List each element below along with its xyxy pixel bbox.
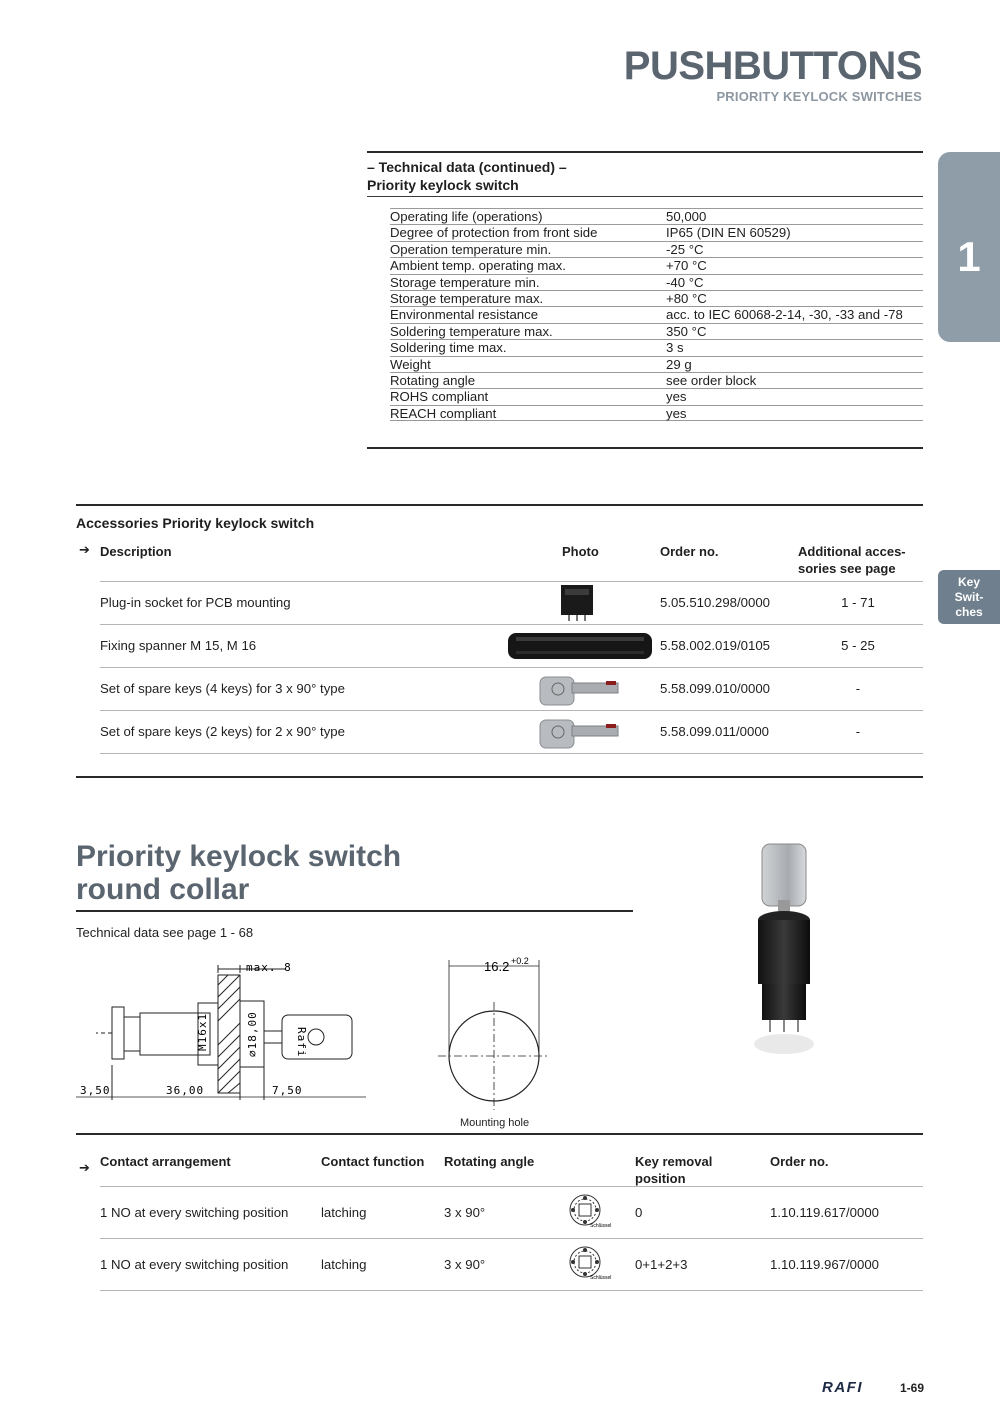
- accessory-page: 5 - 25: [841, 638, 875, 653]
- rule: [367, 196, 923, 197]
- table-row: [390, 274, 923, 290]
- spec-value: yes: [666, 405, 687, 421]
- table-row: [390, 323, 923, 339]
- spec-key: Rotating angle: [390, 372, 476, 388]
- col-header-description: Description: [100, 544, 172, 559]
- row-divider: [100, 1238, 923, 1239]
- header-line: position: [635, 1171, 686, 1186]
- switching-position-diagram: [565, 1242, 613, 1286]
- row-divider: [100, 753, 923, 754]
- col-header-order-no: Order no.: [660, 544, 719, 559]
- rule: [76, 1133, 923, 1135]
- hole-tolerance: +0.2: [511, 956, 529, 966]
- accessory-page: 1 - 71: [841, 595, 875, 610]
- spec-value: 50,000: [666, 209, 707, 224]
- accessory-page: -: [855, 724, 861, 739]
- col-header-contact-function: Contact function: [321, 1154, 425, 1169]
- table-row: [390, 372, 923, 388]
- col-header-key-removal: [635, 1153, 712, 1187]
- rule: [76, 776, 923, 778]
- rotating-angle: 3 x 90°: [444, 1205, 486, 1220]
- page-subtitle: PRIORITY KEYLOCK SWITCHES: [716, 89, 922, 104]
- contact-arrangement: 1 NO at every switching position: [100, 1205, 289, 1220]
- order-number: 1.10.119.967/0000: [770, 1257, 880, 1272]
- section-title-line: Priority keylock switch: [76, 840, 402, 873]
- accessory-order-no: 5.05.510.298/0000: [660, 595, 771, 610]
- accessories-title: Accessories Priority keylock switch: [76, 515, 315, 531]
- fixing-spanner-image: [504, 627, 656, 665]
- accessory-order-no: 5.58.099.010/0000: [660, 681, 771, 696]
- dim-left: 3,50: [80, 1084, 111, 1097]
- header-line: sories see page: [798, 561, 896, 576]
- key-removal-position: 0+1+2+3: [635, 1257, 688, 1272]
- spec-key: Soldering temperature max.: [390, 323, 553, 339]
- contact-function: latching: [321, 1205, 367, 1220]
- keylock-switch-photo: [740, 838, 840, 1058]
- table-row: [390, 356, 923, 372]
- dim-diameter: ⌀18,00: [246, 1011, 259, 1057]
- rule: [367, 151, 923, 153]
- table-row: [390, 257, 923, 273]
- spec-value: acc. to IEC 60068-2-14, -30, -33 and -78: [666, 307, 903, 323]
- table-row: [390, 388, 923, 404]
- section-tab-line: ches: [955, 605, 983, 619]
- plug-in-socket-image: [557, 582, 599, 622]
- accessory-page: -: [855, 681, 861, 696]
- accessory-description: Plug-in socket for PCB mounting: [100, 595, 291, 610]
- section-title-line: round collar: [76, 873, 250, 906]
- arrow-icon: ➔: [79, 1160, 90, 1175]
- section-tab-line: Swit-: [954, 590, 984, 604]
- accessory-description: Set of spare keys (2 keys) for 2 x 90° type: [100, 724, 345, 739]
- table-row: [390, 224, 923, 240]
- table-row: [390, 405, 923, 421]
- switching-position-diagram: [565, 1190, 613, 1234]
- table-row: [390, 339, 923, 355]
- col-header-photo: Photo: [562, 544, 599, 559]
- rule: [76, 504, 923, 506]
- spec-key: Degree of protection from front side: [390, 225, 598, 241]
- rafi-logo: RAFI: [822, 1379, 863, 1396]
- rotating-angle: 3 x 90°: [444, 1257, 486, 1272]
- row-divider: [100, 581, 923, 582]
- spec-value: 29 g: [666, 356, 692, 372]
- table-row: [390, 306, 923, 322]
- col-header-rotating-angle: Rotating angle: [444, 1154, 535, 1169]
- col-header-order-no: Order no.: [770, 1154, 829, 1169]
- spec-key: Storage temperature min.: [390, 274, 540, 290]
- diagram-text: Schlüssel: [590, 1275, 612, 1281]
- spare-keys-image: [536, 669, 622, 709]
- spec-value: 350 °C: [666, 323, 707, 339]
- contact-function: latching: [321, 1257, 367, 1272]
- spec-value: yes: [666, 389, 687, 405]
- table-row: [390, 290, 923, 306]
- row-divider: [100, 1186, 923, 1187]
- spec-value: IP65 (DIN EN 60529): [666, 225, 791, 241]
- contact-arrangement: 1 NO at every switching position: [100, 1257, 289, 1272]
- heading-line: Priority keylock switch: [367, 177, 519, 193]
- technical-data-heading: [367, 158, 567, 194]
- accessory-description: Fixing spanner M 15, M 16: [100, 638, 257, 653]
- section-tab-line: Key: [957, 575, 980, 589]
- spec-key: Operating life (operations): [390, 209, 543, 224]
- spec-key: Soldering time max.: [390, 340, 507, 356]
- row-divider: [100, 667, 923, 668]
- col-header-additional: [798, 543, 906, 577]
- mounting-hole-drawing: [432, 952, 552, 1116]
- spec-value: +80 °C: [666, 290, 707, 306]
- heading-line: – Technical data (continued) –: [367, 159, 567, 175]
- row-divider: [100, 710, 923, 711]
- spec-key: Storage temperature max.: [390, 290, 544, 306]
- arrow-icon: ➔: [79, 542, 90, 557]
- dim-right: 7,50: [272, 1084, 303, 1097]
- chapter-tab[interactable]: [938, 152, 1000, 342]
- diagram-text: Schlüssel: [590, 1223, 612, 1229]
- row-divider: [100, 1290, 923, 1291]
- spec-value: see order block: [666, 372, 757, 388]
- spec-key: Operation temperature min.: [390, 241, 552, 257]
- spec-key: ROHS compliant: [390, 389, 489, 405]
- accessory-description: Set of spare keys (4 keys) for 3 x 90° type: [100, 681, 345, 696]
- order-number: 1.10.119.617/0000: [770, 1205, 880, 1220]
- dim-thread: M16x1: [196, 1012, 209, 1051]
- accessory-order-no: 5.58.099.011/0000: [660, 724, 770, 739]
- row-divider: [100, 624, 923, 625]
- hole-dimension: 16.2: [484, 959, 510, 974]
- page-number: 1-69: [900, 1381, 925, 1395]
- header-line: Additional acces-: [798, 544, 906, 559]
- technical-data-table: [390, 208, 923, 421]
- key-text: Rafi: [295, 1027, 308, 1058]
- rule: [367, 447, 923, 449]
- spec-key: REACH compliant: [390, 405, 497, 421]
- rule: [76, 910, 633, 912]
- spec-value: 3 s: [666, 340, 684, 356]
- dim-middle: 36,00: [166, 1084, 205, 1097]
- technical-data-note: Technical data see page 1 - 68: [76, 925, 254, 940]
- table-row: [390, 208, 923, 224]
- spec-value: -40 °C: [666, 274, 704, 290]
- col-header-contact-arrangement: Contact arrangement: [100, 1154, 231, 1169]
- accessory-order-no: 5.58.002.019/0105: [660, 638, 771, 653]
- header-line: Key removal: [635, 1154, 713, 1169]
- dim-max: max. 8: [246, 961, 292, 974]
- spec-key: Environmental resistance: [390, 307, 539, 323]
- spec-key: Weight: [390, 356, 431, 372]
- chapter-number: 1: [957, 233, 981, 280]
- dimension-drawing: [76, 955, 366, 1105]
- section-tab-key-switches[interactable]: [938, 570, 1000, 624]
- section-title: [76, 840, 401, 906]
- key-removal-position: 0: [635, 1205, 643, 1220]
- mounting-hole-label: Mounting hole: [460, 1117, 530, 1129]
- spec-key: Ambient temp. operating max.: [390, 258, 566, 274]
- table-row: [390, 241, 923, 257]
- spec-value: -25 °C: [666, 241, 704, 257]
- page-title: PUSHBUTTONS: [623, 44, 922, 88]
- spare-keys-image: [536, 712, 622, 752]
- spec-value: +70 °C: [666, 258, 707, 274]
